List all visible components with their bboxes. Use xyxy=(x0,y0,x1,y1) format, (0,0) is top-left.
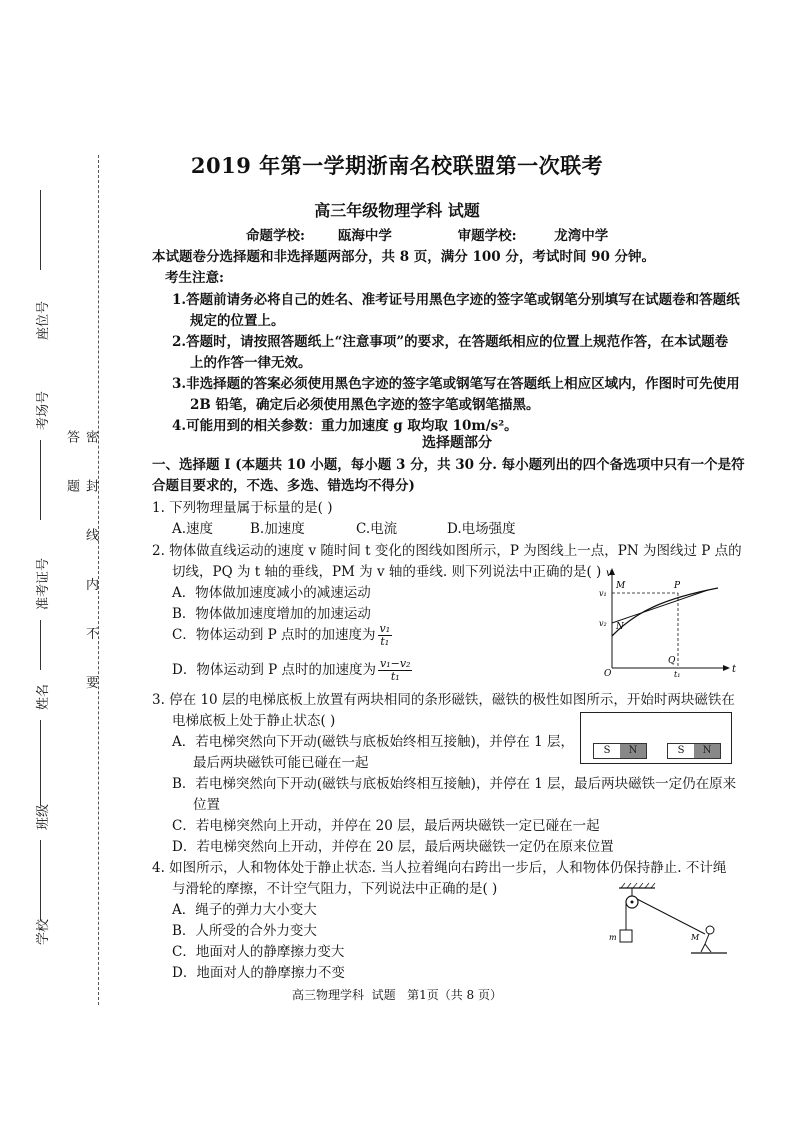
q2-d-numerator: v₁−v₂ xyxy=(380,657,411,670)
q4-option-b[interactable]: B．人所受的合外力变大 xyxy=(172,923,317,939)
q4-option-c[interactable]: C．地面对人的静摩擦力变大 xyxy=(172,944,345,960)
q2-option-b[interactable]: B．物体做加速度增加的加速运动 xyxy=(172,606,371,622)
rope-slant xyxy=(637,899,705,934)
q2-c-denominator: t₁ xyxy=(380,635,390,648)
notice-item-4: 4.可能用到的相关参数：重力加速度 g 取均取 10m/s²。 xyxy=(172,418,518,434)
notice-item-2a: 2.答题时，请按照答题纸上“注意事项”的要求，在答题纸相应的位置上规范作答，在本试题卷 xyxy=(172,334,729,350)
q3-elevator-figure xyxy=(580,712,732,764)
class-blank[interactable] xyxy=(40,840,41,920)
q2-c-numerator: v₁ xyxy=(379,622,391,635)
label-M: M xyxy=(691,933,700,942)
q1-option-b[interactable]: B.加速度 xyxy=(250,521,305,537)
seal-line-text: 密 封 线 内 不 要 答 题 xyxy=(64,430,98,705)
block-m xyxy=(620,930,632,942)
person-head-icon xyxy=(706,926,714,934)
magnet-right xyxy=(667,743,721,759)
q1-option-d[interactable]: D.电场强度 xyxy=(447,521,516,537)
class-label: 班级 xyxy=(36,803,51,830)
q1-stem: 1. 下列物理量属于标量的是( ) xyxy=(152,500,333,516)
q2-option-d-text: D．物体运动到 P 点时的加速度为 xyxy=(172,662,376,678)
exam-room-blank[interactable] xyxy=(40,440,41,520)
q2-option-c-text: C．物体运动到 P 点时的加速度为 xyxy=(172,627,376,643)
q4-pulley-figure xyxy=(605,882,735,956)
label-t: t xyxy=(732,664,737,675)
seat-label: 座位号 xyxy=(36,300,51,340)
notice-item-2b: 上的作答一律无效。 xyxy=(190,355,312,371)
magnet-left xyxy=(593,743,647,759)
notice-item-1a: 1.答题前请务必将自己的姓名、准考证号用黑色字迹的签字笔或钢笔分别填写在试题卷和答题纸 xyxy=(172,292,740,308)
q3-option-c[interactable]: C．若电梯突然向上开动，并停在 20 层，最后两块磁铁一定已碰在一起 xyxy=(172,818,600,834)
notice-heading: 考生注意: xyxy=(165,270,224,286)
q4-stem-1: 4. 如图所示，人和物体处于静止状态. 当人拉着绳向右跨出一步后，人和物体仍保持静止. 不计绳 xyxy=(152,860,727,876)
label-v: v xyxy=(606,568,612,579)
notice-item-1b: 规定的位置上。 xyxy=(190,313,285,329)
q3-stem-2: 电梯底板上处于静止状态( ) xyxy=(172,713,336,729)
q2-option-a[interactable]: A．物体做加速度减小的减速运动 xyxy=(172,585,371,601)
exam-room-label: 考场号 xyxy=(36,390,51,430)
name-label: 姓名 xyxy=(36,683,51,710)
label-m: m xyxy=(609,933,617,942)
ticket-blank[interactable] xyxy=(40,620,41,670)
name-blank[interactable] xyxy=(40,720,41,805)
q3-option-a-1[interactable]: A．若电梯突然向下开动(磁铁与底板始终相互接触)，并停在 1 层， xyxy=(172,734,574,750)
school-label: 学校 xyxy=(36,918,51,945)
magnet-left-s: S xyxy=(603,745,611,756)
t-axis-arrow xyxy=(723,665,730,671)
tangent-pn xyxy=(612,590,708,623)
q2-stem-2: 切线，PQ 为 t 轴的垂线，PM 为 v 轴的垂线. 则下列说法中正确的是( ) xyxy=(172,564,602,580)
q4-stem-2: 与滑轮的摩擦，不计空气阻力，下列说法中正确的是( ) xyxy=(172,881,498,897)
q2-option-c-fraction xyxy=(378,623,393,648)
ticket-label: 准考证号 xyxy=(36,557,51,610)
exam-title: 2019 年第一学期浙南名校联盟第一次联考 xyxy=(190,153,604,178)
label-m: M xyxy=(616,581,626,591)
exam-subtitle: 高三年级物理学科 试题 xyxy=(314,201,480,220)
q1-option-c[interactable]: C.电流 xyxy=(356,521,398,537)
q3-option-b-1[interactable]: B．若电梯突然向下开动(磁铁与底板始终相互接触)，并停在 1 层，最后两块磁铁一定仍在原来 xyxy=(172,776,737,792)
q3-option-b-2: 位置 xyxy=(193,797,220,813)
label-n: N xyxy=(616,622,624,632)
magnet-left-n: N xyxy=(620,744,646,758)
q2-vt-graph xyxy=(596,566,746,678)
magnet-right-n: N xyxy=(694,744,720,758)
label-v2: v₂ xyxy=(599,619,607,628)
q3-option-a-2: 最后两块磁铁可能已碰在一起 xyxy=(193,755,369,771)
q2-option-d-fraction xyxy=(378,658,412,683)
person-body xyxy=(705,934,709,944)
label-v1: v₁ xyxy=(599,589,607,598)
label-p: P xyxy=(674,581,681,591)
intro-line: 本试题卷分选择题和非选择题两部分，共 8 页，满分 100 分，考试时间 90 分钟。 xyxy=(152,249,656,265)
q3-option-d[interactable]: D．若电梯突然向上开动，并停在 20 层，最后两块磁铁一定仍在原来位置 xyxy=(172,839,614,855)
page-footer: 高三物理学科 试题 第1页（共 8 页） xyxy=(292,988,502,1002)
q2-option-c[interactable] xyxy=(172,620,392,650)
q2-d-denominator: t₁ xyxy=(390,670,400,683)
q2-stem-1: 2. 物体做直线运动的速度 v 随时间 t 变化的图线如图所示，P 为图线上一点，PN 为图线过 P 点的 xyxy=(152,543,742,559)
section-intro-1: 一、选择题 I (本题共 10 小题，每小题 3 分，共 30 分. 每小题列出的四个备选项中只有一个是符 xyxy=(152,457,745,473)
magnet-right-s: S xyxy=(677,745,685,756)
schools-line: 命题学校: 瓯海中学 审题学校: 龙湾中学 xyxy=(246,228,609,244)
vt-curve xyxy=(612,588,718,636)
section-intro-2: 合题目要求的，不选、多选、错选均不得分) xyxy=(152,478,415,494)
q4-option-d[interactable]: D．地面对人的静摩擦力不变 xyxy=(172,965,345,981)
section-title: 选择题部分 xyxy=(422,435,492,451)
notice-item-3b: 2B 铅笔，确定后必须使用黑色字迹的签字笔或钢笔描黑。 xyxy=(190,397,540,413)
label-t1: t₁ xyxy=(674,670,681,678)
q1-option-a[interactable]: A.速度 xyxy=(172,521,214,537)
q4-option-a[interactable]: A．绳子的弹力大小变大 xyxy=(172,902,317,918)
q3-stem-1: 3. 停在 10 层的电梯底板上放置有两块相同的条形磁铁，磁铁的极性如图所示，开始时两块磁铁在 xyxy=(152,692,735,708)
q2-option-d[interactable] xyxy=(172,655,412,685)
label-o: O xyxy=(604,669,612,678)
label-q: Q xyxy=(668,656,676,666)
notice-item-3a: 3.非选择题的答案必须使用黑色字迹的签字笔或钢笔写在答题纸上相应区域内，作图时可先使用 xyxy=(172,376,740,392)
